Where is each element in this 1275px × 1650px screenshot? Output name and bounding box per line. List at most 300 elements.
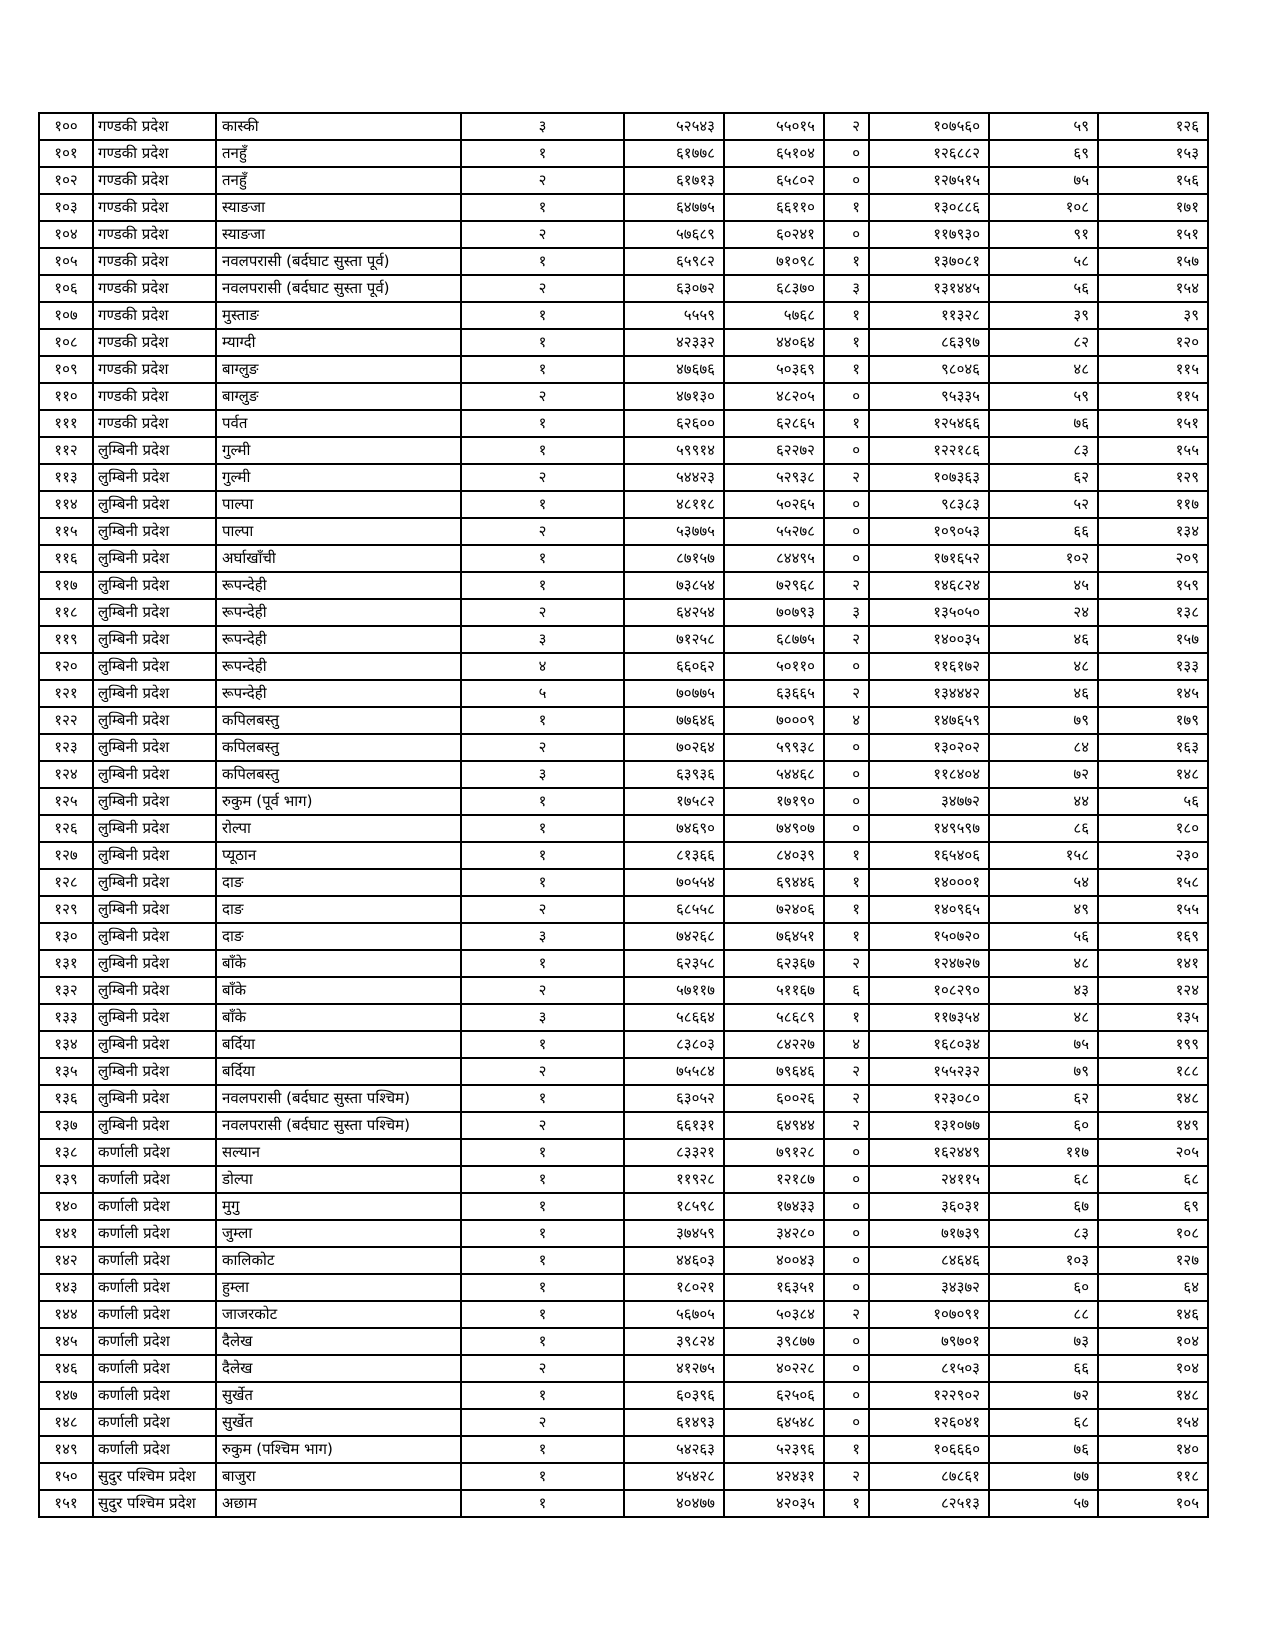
cell-serial-number: १०३	[39, 194, 93, 221]
cell-district: रोल्पा	[216, 815, 461, 842]
cell-province: कर्णाली प्रदेश	[93, 1301, 216, 1328]
table-row	[39, 1355, 1208, 1382]
cell-count-d: ४८	[989, 356, 1098, 383]
cell-count-c: ०	[824, 1382, 869, 1409]
cell-constituency-number: ३	[461, 1004, 624, 1031]
table-row	[39, 707, 1208, 734]
cell-serial-number: १२१	[39, 680, 93, 707]
cell-serial-number: १००	[39, 113, 93, 140]
cell-serial-number: १२३	[39, 734, 93, 761]
cell-count-e: ३९	[1098, 302, 1208, 329]
cell-count-d: ६६	[989, 518, 1098, 545]
cell-province: लुम्बिनी प्रदेश	[93, 707, 216, 734]
cell-province: लुम्बिनी प्रदेश	[93, 734, 216, 761]
table-row	[39, 545, 1208, 572]
cell-count-total: १२३०८०	[869, 1085, 989, 1112]
cell-count-total: १६८०३४	[869, 1031, 989, 1058]
cell-district: जुम्ला	[216, 1220, 461, 1247]
cell-province: गण्डकी प्रदेश	[93, 113, 216, 140]
cell-serial-number: १४०	[39, 1193, 93, 1220]
cell-count-d: ८३	[989, 1220, 1098, 1247]
cell-constituency-number: १	[461, 1490, 624, 1517]
table-row	[39, 1382, 1208, 1409]
table-row	[39, 680, 1208, 707]
cell-province: लुम्बिनी प्रदेश	[93, 491, 216, 518]
cell-count-d: ६६	[989, 1355, 1098, 1382]
cell-count-e: १४६	[1098, 1301, 1208, 1328]
cell-count-total: १४००३५	[869, 626, 989, 653]
cell-count-total: १३५०५०	[869, 599, 989, 626]
cell-district: बाजुरा	[216, 1463, 461, 1490]
cell-count-a: ४४६०३	[624, 1247, 724, 1274]
cell-count-e: १५५	[1098, 437, 1208, 464]
cell-count-e: १२६	[1098, 113, 1208, 140]
cell-count-b: १६३५१	[724, 1274, 824, 1301]
cell-district: बाग्लुङ	[216, 356, 461, 383]
cell-province: कर्णाली प्रदेश	[93, 1247, 216, 1274]
cell-serial-number: १३३	[39, 1004, 93, 1031]
cell-district: गुल्मी	[216, 464, 461, 491]
cell-count-a: ७५५८४	[624, 1058, 724, 1085]
cell-count-c: ०	[824, 1193, 869, 1220]
cell-district: रूपन्देही	[216, 599, 461, 626]
cell-province: लुम्बिनी प्रदेश	[93, 626, 216, 653]
table-row	[39, 410, 1208, 437]
cell-count-d: ७२	[989, 1382, 1098, 1409]
cell-serial-number: १३६	[39, 1085, 93, 1112]
cell-serial-number: ११०	[39, 383, 93, 410]
cell-count-c: २	[824, 1058, 869, 1085]
cell-count-b: ५९९३८	[724, 734, 824, 761]
cell-constituency-number: १	[461, 1301, 624, 1328]
cell-province: लुम्बिनी प्रदेश	[93, 977, 216, 1004]
cell-count-c: २	[824, 113, 869, 140]
cell-count-a: ६३९३६	[624, 761, 724, 788]
cell-count-b: ५७६८	[724, 302, 824, 329]
cell-count-d: ६२	[989, 464, 1098, 491]
cell-count-a: ८३८०३	[624, 1031, 724, 1058]
cell-count-d: ७३	[989, 1328, 1098, 1355]
cell-count-d: ४६	[989, 680, 1098, 707]
cell-count-d: ९१	[989, 221, 1098, 248]
cell-constituency-number: १	[461, 1166, 624, 1193]
cell-count-e: १५८	[1098, 869, 1208, 896]
table-row	[39, 599, 1208, 626]
cell-count-a: ४५४२८	[624, 1463, 724, 1490]
cell-constituency-number: १	[461, 869, 624, 896]
cell-count-a: ६६१३१	[624, 1112, 724, 1139]
cell-count-c: २	[824, 572, 869, 599]
cell-count-a: ६३०७२	[624, 275, 724, 302]
cell-count-b: ७९१२८	[724, 1139, 824, 1166]
cell-count-c: १	[824, 329, 869, 356]
cell-count-e: १७१	[1098, 194, 1208, 221]
table-row	[39, 1166, 1208, 1193]
cell-count-d: ६७	[989, 1193, 1098, 1220]
cell-count-b: ५५०१५	[724, 113, 824, 140]
table-row	[39, 653, 1208, 680]
cell-district: बर्दिया	[216, 1031, 461, 1058]
cell-count-c: ०	[824, 383, 869, 410]
cell-count-b: ४२४३१	[724, 1463, 824, 1490]
cell-district: नवलपरासी (बर्दघाट सुस्ता पूर्व)	[216, 275, 461, 302]
cell-count-d: ६९	[989, 140, 1098, 167]
cell-count-c: ०	[824, 1409, 869, 1436]
cell-count-total: १२७५१५	[869, 167, 989, 194]
cell-province: गण्डकी प्रदेश	[93, 356, 216, 383]
cell-count-total: १०८२९०	[869, 977, 989, 1004]
cell-constituency-number: १	[461, 815, 624, 842]
cell-constituency-number: २	[461, 464, 624, 491]
cell-serial-number: ११७	[39, 572, 93, 599]
cell-count-total: १४६८२४	[869, 572, 989, 599]
cell-count-total: ७९७०१	[869, 1328, 989, 1355]
cell-district: मुस्ताङ	[216, 302, 461, 329]
cell-district: अछाम	[216, 1490, 461, 1517]
cell-count-a: ७०५५४	[624, 869, 724, 896]
table-row	[39, 1031, 1208, 1058]
cell-serial-number: ११२	[39, 437, 93, 464]
cell-count-d: ५७	[989, 1490, 1098, 1517]
cell-count-a: ६३०५२	[624, 1085, 724, 1112]
cell-district: बर्दिया	[216, 1058, 461, 1085]
cell-constituency-number: २	[461, 221, 624, 248]
cell-count-b: ६८३७०	[724, 275, 824, 302]
cell-province: लुम्बिनी प्रदेश	[93, 518, 216, 545]
table-row	[39, 1193, 1208, 1220]
cell-serial-number: ११९	[39, 626, 93, 653]
cell-count-total: १३१४४५	[869, 275, 989, 302]
cell-count-d: ३९	[989, 302, 1098, 329]
cell-constituency-number: १	[461, 572, 624, 599]
cell-count-d: ७५	[989, 1031, 1098, 1058]
cell-constituency-number: २	[461, 1409, 624, 1436]
cell-count-c: २	[824, 1085, 869, 1112]
cell-count-c: ०	[824, 1220, 869, 1247]
cell-count-e: १५१	[1098, 221, 1208, 248]
cell-count-e: ११५	[1098, 383, 1208, 410]
table-row	[39, 464, 1208, 491]
cell-count-e: १४८	[1098, 761, 1208, 788]
cell-district: तनहुँ	[216, 167, 461, 194]
cell-count-total: १०७०९१	[869, 1301, 989, 1328]
cell-constituency-number: १	[461, 194, 624, 221]
cell-constituency-number: १	[461, 1031, 624, 1058]
table-row	[39, 437, 1208, 464]
cell-count-d: ४४	[989, 788, 1098, 815]
cell-count-b: ६००२६	[724, 1085, 824, 1112]
cell-constituency-number: २	[461, 896, 624, 923]
cell-count-c: १	[824, 869, 869, 896]
cell-count-b: ६२८६५	[724, 410, 824, 437]
cell-count-c: २	[824, 626, 869, 653]
cell-province: लुम्बिनी प्रदेश	[93, 1031, 216, 1058]
cell-province: गण्डकी प्रदेश	[93, 410, 216, 437]
table-row	[39, 788, 1208, 815]
cell-serial-number: १२२	[39, 707, 93, 734]
table-body	[39, 113, 1208, 1517]
cell-count-b: ४४०६४	[724, 329, 824, 356]
cell-serial-number: १३४	[39, 1031, 93, 1058]
cell-count-total: १६५४०६	[869, 842, 989, 869]
cell-province: कर्णाली प्रदेश	[93, 1409, 216, 1436]
cell-count-c: ०	[824, 1139, 869, 1166]
table-row	[39, 1139, 1208, 1166]
cell-count-e: ११७	[1098, 491, 1208, 518]
cell-count-a: ४१२७५	[624, 1355, 724, 1382]
cell-count-c: ०	[824, 491, 869, 518]
cell-district: बाँके	[216, 1004, 461, 1031]
cell-count-d: ४८	[989, 1004, 1098, 1031]
cell-count-a: ७७६४६	[624, 707, 724, 734]
cell-province: गण्डकी प्रदेश	[93, 194, 216, 221]
cell-constituency-number: २	[461, 1058, 624, 1085]
cell-constituency-number: ३	[461, 761, 624, 788]
cell-count-a: ५४२६३	[624, 1436, 724, 1463]
table-row	[39, 869, 1208, 896]
cell-province: गण्डकी प्रदेश	[93, 329, 216, 356]
cell-serial-number: १४६	[39, 1355, 93, 1382]
cell-count-e: १२९	[1098, 464, 1208, 491]
cell-count-b: ४२०३५	[724, 1490, 824, 1517]
cell-province: लुम्बिनी प्रदेश	[93, 950, 216, 977]
cell-count-total: १५५२३२	[869, 1058, 989, 1085]
cell-district: पाल्पा	[216, 518, 461, 545]
cell-constituency-number: १	[461, 1274, 624, 1301]
cell-serial-number: १४८	[39, 1409, 93, 1436]
voter-statistics-table	[38, 112, 1209, 1518]
cell-count-d: ५६	[989, 275, 1098, 302]
cell-province: गण्डकी प्रदेश	[93, 221, 216, 248]
table-row	[39, 275, 1208, 302]
table-row	[39, 167, 1208, 194]
cell-count-e: ६८	[1098, 1166, 1208, 1193]
cell-count-c: १	[824, 1004, 869, 1031]
table-row	[39, 1112, 1208, 1139]
table-row	[39, 761, 1208, 788]
cell-count-d: ५८	[989, 248, 1098, 275]
cell-count-a: ७३८५४	[624, 572, 724, 599]
cell-count-b: ६८७७५	[724, 626, 824, 653]
cell-count-e: ११५	[1098, 356, 1208, 383]
cell-count-d: ७६	[989, 1436, 1098, 1463]
cell-constituency-number: १	[461, 1436, 624, 1463]
cell-count-a: ५९९१४	[624, 437, 724, 464]
cell-count-e: १५७	[1098, 626, 1208, 653]
cell-district: रूपन्देही	[216, 653, 461, 680]
cell-count-e: १५६	[1098, 167, 1208, 194]
cell-count-a: १८५९८	[624, 1193, 724, 1220]
cell-constituency-number: ३	[461, 626, 624, 653]
cell-count-total: १०७३६३	[869, 464, 989, 491]
table-row	[39, 1436, 1208, 1463]
table-row	[39, 113, 1208, 140]
cell-count-c: १	[824, 356, 869, 383]
cell-count-a: ८३३२१	[624, 1139, 724, 1166]
cell-district: हुम्ला	[216, 1274, 461, 1301]
cell-count-c: १	[824, 923, 869, 950]
cell-serial-number: ११४	[39, 491, 93, 518]
cell-serial-number: १३९	[39, 1166, 93, 1193]
cell-constituency-number: २	[461, 383, 624, 410]
cell-constituency-number: २	[461, 518, 624, 545]
cell-count-b: ६४९४४	[724, 1112, 824, 1139]
cell-count-a: ७४२६८	[624, 923, 724, 950]
cell-count-b: ७०००९	[724, 707, 824, 734]
cell-count-b: ६२३६७	[724, 950, 824, 977]
cell-count-d: ५२	[989, 491, 1098, 518]
cell-serial-number: ११५	[39, 518, 93, 545]
cell-count-total: १३०२०२	[869, 734, 989, 761]
cell-count-b: ७६४५१	[724, 923, 824, 950]
cell-district: मुगु	[216, 1193, 461, 1220]
cell-count-e: ५६	[1098, 788, 1208, 815]
cell-serial-number: १२०	[39, 653, 93, 680]
cell-constituency-number: १	[461, 1139, 624, 1166]
cell-serial-number: ११६	[39, 545, 93, 572]
cell-province: लुम्बिनी प्रदेश	[93, 761, 216, 788]
cell-district: प्यूठान	[216, 842, 461, 869]
cell-count-c: ०	[824, 518, 869, 545]
cell-count-e: १४०	[1098, 1436, 1208, 1463]
cell-serial-number: १२८	[39, 869, 93, 896]
cell-count-c: ०	[824, 545, 869, 572]
cell-count-total: ११७९३०	[869, 221, 989, 248]
table-row	[39, 1409, 1208, 1436]
cell-count-b: ३९८७७	[724, 1328, 824, 1355]
cell-count-d: ७९	[989, 707, 1098, 734]
cell-count-b: ६३६६५	[724, 680, 824, 707]
cell-district: दाङ	[216, 896, 461, 923]
table-row	[39, 1058, 1208, 1085]
cell-count-total: १०९०५३	[869, 518, 989, 545]
table-row	[39, 1301, 1208, 1328]
cell-constituency-number: १	[461, 248, 624, 275]
cell-count-e: १४९	[1098, 1112, 1208, 1139]
cell-district: रूपन्देही	[216, 626, 461, 653]
cell-district: बाँके	[216, 977, 461, 1004]
cell-count-a: ६४७७५	[624, 194, 724, 221]
cell-count-c: ४	[824, 707, 869, 734]
cell-count-a: ५३७७५	[624, 518, 724, 545]
cell-count-d: २४	[989, 599, 1098, 626]
cell-count-e: १०४	[1098, 1355, 1208, 1382]
cell-constituency-number: ३	[461, 113, 624, 140]
cell-count-d: ६२	[989, 1085, 1098, 1112]
cell-district: पाल्पा	[216, 491, 461, 518]
cell-district: कपिलबस्तु	[216, 761, 461, 788]
table-row	[39, 1274, 1208, 1301]
cell-count-b: ५०३६९	[724, 356, 824, 383]
cell-province: लुम्बिनी प्रदेश	[93, 653, 216, 680]
cell-count-d: ११७	[989, 1139, 1098, 1166]
cell-count-total: ११३२८	[869, 302, 989, 329]
cell-count-a: ६१४९३	[624, 1409, 724, 1436]
cell-count-total: ८७८६१	[869, 1463, 989, 1490]
cell-count-a: ५८६६४	[624, 1004, 724, 1031]
cell-count-total: १४०९६५	[869, 896, 989, 923]
cell-count-total: १३१०७७	[869, 1112, 989, 1139]
cell-district: अर्घाखाँची	[216, 545, 461, 572]
cell-district: स्याङजा	[216, 194, 461, 221]
table-row	[39, 1247, 1208, 1274]
cell-count-a: ३७४५९	[624, 1220, 724, 1247]
cell-serial-number: १३२	[39, 977, 93, 1004]
cell-province: लुम्बिनी प्रदेश	[93, 1112, 216, 1139]
cell-province: लुम्बिनी प्रदेश	[93, 1004, 216, 1031]
cell-province: लुम्बिनी प्रदेश	[93, 869, 216, 896]
cell-count-total: ९५३३५	[869, 383, 989, 410]
cell-count-d: ७७	[989, 1463, 1098, 1490]
cell-count-a: ६५९८२	[624, 248, 724, 275]
cell-count-a: १७५८२	[624, 788, 724, 815]
cell-count-e: ६४	[1098, 1274, 1208, 1301]
cell-count-d: ८२	[989, 329, 1098, 356]
cell-count-b: ७१०९८	[724, 248, 824, 275]
cell-count-total: ११६१७२	[869, 653, 989, 680]
cell-serial-number: १०१	[39, 140, 93, 167]
cell-serial-number: १५१	[39, 1490, 93, 1517]
cell-count-a: ७०७७५	[624, 680, 724, 707]
cell-count-b: ६५१०४	[724, 140, 824, 167]
cell-count-total: १६२४४९	[869, 1139, 989, 1166]
table-row	[39, 491, 1208, 518]
cell-count-c: ०	[824, 761, 869, 788]
cell-district: दैलेख	[216, 1355, 461, 1382]
cell-count-e: १३८	[1098, 599, 1208, 626]
cell-district: रुकुम (पूर्व भाग)	[216, 788, 461, 815]
cell-count-total: ८१५०३	[869, 1355, 989, 1382]
cell-count-e: १८८	[1098, 1058, 1208, 1085]
cell-count-b: १७४३३	[724, 1193, 824, 1220]
cell-count-b: ७०७९३	[724, 599, 824, 626]
cell-count-a: ६०३९६	[624, 1382, 724, 1409]
cell-serial-number: १३०	[39, 923, 93, 950]
cell-count-e: १५९	[1098, 572, 1208, 599]
cell-count-e: १५४	[1098, 275, 1208, 302]
cell-count-total: १३०८८६	[869, 194, 989, 221]
cell-province: लुम्बिनी प्रदेश	[93, 788, 216, 815]
cell-count-d: ४८	[989, 653, 1098, 680]
table-row	[39, 221, 1208, 248]
cell-district: जाजरकोट	[216, 1301, 461, 1328]
table-row	[39, 842, 1208, 869]
cell-count-d: ७६	[989, 410, 1098, 437]
table-row	[39, 1085, 1208, 1112]
cell-count-c: १	[824, 896, 869, 923]
cell-count-a: ६१७७८	[624, 140, 724, 167]
cell-count-c: ०	[824, 653, 869, 680]
cell-constituency-number: १	[461, 356, 624, 383]
cell-count-c: २	[824, 680, 869, 707]
cell-count-d: १०३	[989, 1247, 1098, 1274]
cell-constituency-number: १	[461, 1328, 624, 1355]
cell-constituency-number: १	[461, 1085, 624, 1112]
cell-count-c: २	[824, 950, 869, 977]
cell-district: तनहुँ	[216, 140, 461, 167]
cell-province: लुम्बिनी प्रदेश	[93, 680, 216, 707]
cell-count-a: ५२५४३	[624, 113, 724, 140]
cell-serial-number: १०८	[39, 329, 93, 356]
cell-count-e: १४८	[1098, 1085, 1208, 1112]
cell-count-a: ५७६८९	[624, 221, 724, 248]
cell-count-b: ५०२६५	[724, 491, 824, 518]
cell-count-total: १२४७२७	[869, 950, 989, 977]
cell-count-b: ६९४४६	[724, 869, 824, 896]
cell-district: सुर्खेत	[216, 1382, 461, 1409]
table-row	[39, 1220, 1208, 1247]
cell-count-e: १२७	[1098, 1247, 1208, 1274]
